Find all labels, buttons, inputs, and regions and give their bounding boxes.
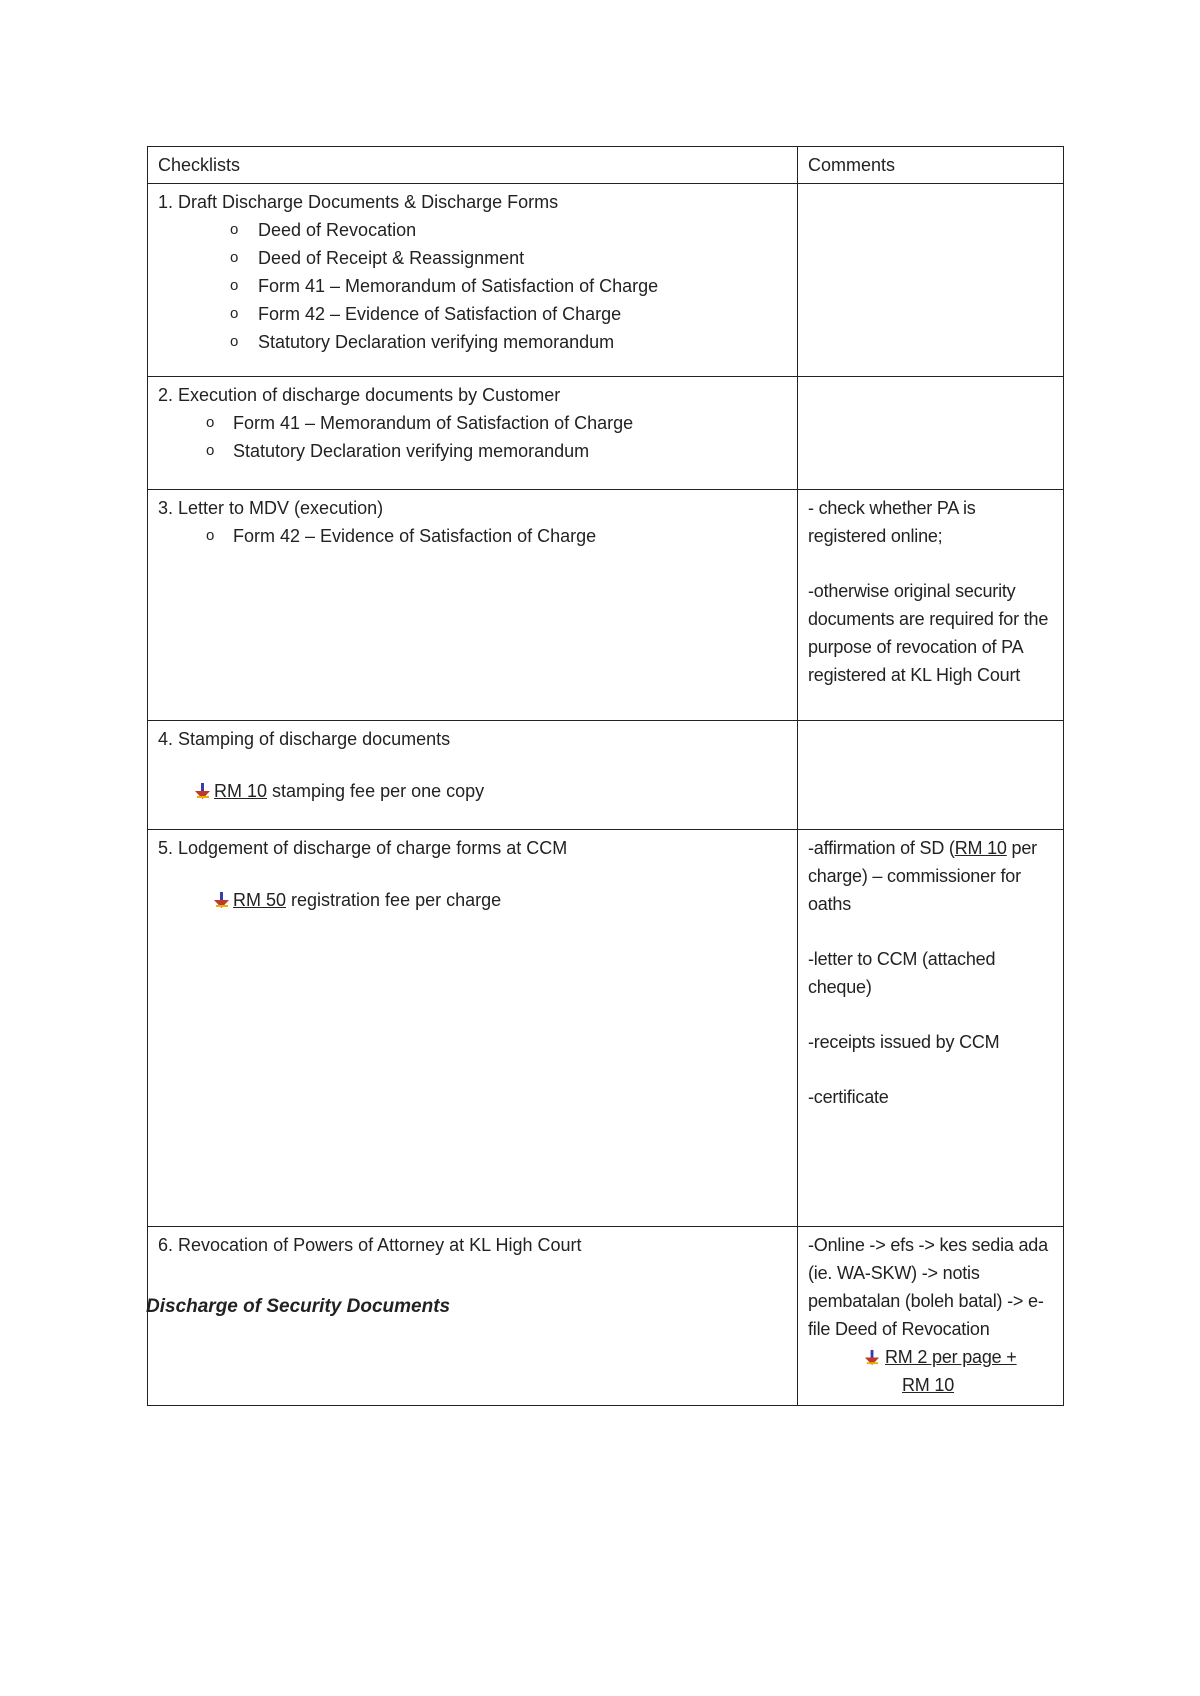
row5-comment-1-part-b: per charge) – commissioner for oaths — [808, 838, 1037, 914]
list-item-text: Form 41 – Memorandum of Satisfaction of Charge — [258, 276, 659, 296]
row5-fee-text: registration fee per charge — [286, 890, 502, 910]
row3-checklist-cell — [148, 490, 798, 721]
list-item — [158, 409, 787, 437]
row2-checklist-cell — [148, 377, 798, 490]
row2-list — [158, 409, 787, 465]
row5-checklist-cell — [148, 830, 798, 1227]
row5-comment-1 — [808, 834, 1053, 918]
row5-fee — [158, 886, 787, 914]
row3-comment-cell — [798, 490, 1064, 721]
table-row — [148, 830, 1064, 1227]
row4-checklist-cell — [148, 721, 798, 830]
row4-fee-amount: RM 10 — [214, 781, 268, 801]
row5-fee-amount: RM 50 — [233, 890, 287, 910]
list-item — [158, 328, 787, 356]
row5-comment-3: -receipts issued by CCM — [808, 1032, 1000, 1052]
bullet-icon: o — [230, 333, 239, 350]
row4-comment-cell — [798, 721, 1064, 830]
table-row — [148, 377, 1064, 490]
row6-comment-cell — [798, 1227, 1064, 1406]
bullet-icon: o — [230, 305, 239, 322]
row3-title: 3. Letter to MDV (execution) — [158, 498, 384, 518]
bullet-icon: o — [206, 442, 215, 459]
list-item-text: Deed of Revocation — [258, 220, 417, 240]
bullet-icon: o — [206, 527, 215, 544]
list-item-text: Deed of Receipt & Reassignment — [258, 248, 525, 268]
row3-comment-2: -otherwise original security documents are required for the purpose of revocation of PA registered at KL High Court — [808, 581, 1049, 685]
row1-checklist-cell — [148, 184, 798, 377]
row5-comment-4: -certificate — [808, 1087, 889, 1107]
row2-title: 2. Execution of discharge documents by Customer — [158, 385, 561, 405]
list-item — [158, 244, 787, 272]
list-item-text: Statutory Declaration verifying memorandum — [258, 332, 615, 352]
list-item-text: Form 41 – Memorandum of Satisfaction of Charge — [233, 413, 634, 433]
row5-comment-cell — [798, 830, 1064, 1227]
header-checklists: Checklists — [148, 147, 798, 184]
checklist-table — [147, 146, 1064, 1406]
list-item — [158, 272, 787, 300]
table-row — [148, 490, 1064, 721]
row5-comment-1-part-a: -affirmation of SD ( — [808, 838, 955, 858]
row4-fee-text: stamping fee per one copy — [267, 781, 485, 801]
table-row — [148, 184, 1064, 377]
arrow-down-bullet-icon — [864, 1349, 881, 1366]
header-comments: Comments — [798, 147, 1064, 184]
bullet-icon: o — [230, 277, 239, 294]
bullet-icon: o — [206, 414, 215, 431]
bullet-icon: o — [230, 249, 239, 266]
row5-comment-2: -letter to CCM (attached cheque) — [808, 949, 996, 997]
header-row — [148, 147, 1064, 184]
table-row — [148, 721, 1064, 830]
bullet-icon: o — [230, 221, 239, 238]
list-item — [158, 216, 787, 244]
row6-comment: -Online -> efs -> kes sedia ada (ie. WA-SKW) -> notis pembatalan (boleh batal) -> e-file Deed of Revocation — [808, 1235, 1048, 1339]
list-item — [158, 300, 787, 328]
list-item — [158, 437, 787, 465]
list-item — [158, 522, 787, 550]
row1-comment-cell — [798, 184, 1064, 377]
row6-fee-line1: RM 2 per page + — [885, 1347, 1017, 1367]
row4-title: 4. Stamping of discharge documents — [158, 729, 451, 749]
row3-list — [158, 522, 787, 550]
row3-comment-1: - check whether PA is registered online; — [808, 498, 976, 546]
row2-comment-cell — [798, 377, 1064, 490]
row1-title: 1. Draft Discharge Documents & Discharge Forms — [158, 192, 559, 212]
list-item-text: Form 42 – Evidence of Satisfaction of Charge — [233, 526, 597, 546]
document-caption: Discharge of Security Documents — [146, 1296, 451, 1317]
row6-fee — [808, 1343, 1053, 1399]
list-item-text: Form 42 – Evidence of Satisfaction of Charge — [258, 304, 622, 324]
list-item-text: Statutory Declaration verifying memorandum — [233, 441, 590, 461]
arrow-down-bullet-icon — [213, 891, 231, 909]
arrow-down-bullet-icon — [194, 782, 212, 800]
row4-fee — [158, 777, 787, 805]
row1-list — [158, 216, 787, 356]
row5-comment-1-amount: RM 10 — [954, 838, 1007, 858]
row6-title: 6. Revocation of Powers of Attorney at KL High Court — [158, 1235, 582, 1255]
row6-fee-line2: RM 10 — [902, 1375, 955, 1395]
row5-title: 5. Lodgement of discharge of charge forms at CCM — [158, 838, 568, 858]
